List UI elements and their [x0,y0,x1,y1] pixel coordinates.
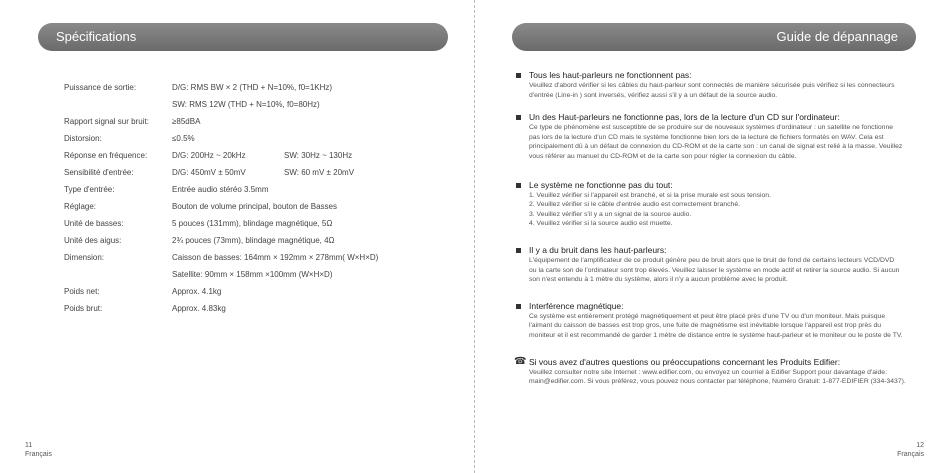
spec-label: Dimension: [64,253,105,262]
troubleshooting-section [516,357,916,387]
spec-value: ≥85dBA [172,117,201,126]
page-number: 11 [25,442,33,449]
spec-value: Bouton de volume principal, bouton de Basses [172,202,337,211]
troubleshooting-banner: Guide de dépannage [512,23,916,51]
spec-value: Approx. 4.83kg [172,304,226,313]
spec-row [64,215,464,232]
spec-row [64,147,464,164]
section-body [529,191,916,229]
section-title: Si vous avez d'autres questions ou préoccupations concernant les Produits Edifier: [529,356,841,367]
section-title: Le système ne fonctionne pas du tout: [529,179,673,190]
section-title: Tous les haut-parleurs ne fonctionnent pas: [529,70,692,80]
section-line: son n'est entendu à 1 mètre du système, alors il n'y a aucun problème avec le produit. [529,276,788,284]
page-language: Français [897,451,924,458]
spec-row [64,181,464,198]
troubleshooting-section [516,180,916,229]
section-line: 2. Veuillez vérifier si le câble d'entrée audio est correctement branché. [529,201,740,209]
section-title: Il y a du bruit dans les haut-parleurs: [529,244,667,255]
spec-value-secondary: SW: 30Hz ~ 130Hz [284,151,353,160]
square-bullet-icon [516,73,521,78]
section-line: Ce système est entièrement protégé magnétiquement et peut être placé près d'une TV ou d'un moniteur. Mais puisque [529,312,886,320]
spec-value-secondary: SW: 60 mV ± 20mV [284,168,355,177]
spec-label: Sensibilité d'entrée: [64,168,134,177]
section-line: Veuillez consulter notre site Internet : www.edifier.com, ou envoyez un courriel à Edifier Support pour davantage d'aide: [529,368,887,376]
page-fold-divider [474,0,475,473]
right-page [476,0,950,473]
troubleshooting-sections [516,70,916,399]
troubleshooting-section [516,245,916,285]
spec-value: D/G: 200Hz ~ 20kHz [172,151,246,160]
section-line: Veuillez d'abord vérifier si les câbles du haut-parleur sont connectés de manière sécurisée puis vérifiez si les connecteurs [529,82,895,89]
section-line: pas lors de la lecture d'un CD mais le système fonctionne bien lors de la lecture de fichiers formatés en WAV. Cela est [529,133,884,141]
spec-label: Distorsion: [64,134,102,143]
page-footer-left [25,441,52,459]
square-bullet-icon [516,183,521,188]
section-line: 4. Veuillez vérifier si la source audio est muette. [529,220,673,228]
specifications-banner: Spécifications [38,23,448,51]
section-body [529,312,916,341]
spec-value: Satellite: 90mm × 158mm ×100mm (W×H×D) [172,270,333,279]
spec-row [64,198,464,215]
section-line: main@edifier.com. Si vous préférez, vous pouvez nous contacter par téléphone, Numéro Gratuit: 1-877-EDIFIER (334-3437). [529,378,906,386]
section-line: l'aimant du caisson de basses est trop gros, une fuite de magnétisme est inévitable lorsque l'appareil est trop près du [529,322,882,330]
section-title: Interférence magnétique: [529,300,624,311]
section-line: L'équipement de l'amplificateur de ce produit génère peu de bruit alors que le bruit de fond de certains lecteurs VCD/DVD [529,256,895,264]
spec-row [64,300,464,317]
square-bullet-icon [516,248,521,253]
spec-table [64,79,464,317]
spec-label: Unité des aigus: [64,236,122,245]
section-line: principalement dû à un défaut de connexion du CD-ROM et de la carte son : un canal de signal est relié à la masse. Veuillez [529,143,903,151]
left-page [0,0,474,473]
spec-label: Unité de basses: [64,219,124,228]
square-bullet-icon [516,115,521,120]
section-body [529,256,916,285]
spec-label: Poids brut: [64,304,103,313]
spec-row [64,164,464,181]
spec-label: Type d'entrée: [64,185,115,194]
section-body [529,123,916,161]
spec-value: ≤0.5% [172,134,195,143]
troubleshooting-section [516,112,916,161]
spec-label: Réponse en fréquence: [64,151,148,160]
section-line: ou la carte son de l'ordinateur sont trop élevés. Veuillez laisser le système en mode actif et retirer la source audio. Si aucun [529,266,900,274]
spec-value: Entrée audio stéréo 3.5mm [172,185,269,194]
spec-row [64,130,464,147]
spec-row [64,283,464,300]
spec-row [64,113,464,130]
page-language: Français [25,451,52,458]
section-line: Ce type de phénomène est susceptible de se produire sur de nouveaux systèmes d'ordinateur : un satellite ne fonctionne [529,124,894,132]
spec-value: D/G: RMS BW × 2 (THD + N=10%, f0=1KHz) [172,83,333,92]
page-number: 12 [916,442,924,449]
spec-row [64,79,464,96]
section-title: Un des Haut-parleurs ne fonctionne pas, lors de la lecture d'un CD sur l'ordinateur: [529,112,840,123]
spec-label: Rapport signal sur bruit: [64,117,149,126]
page-footer-right [897,441,924,459]
spec-row [64,266,464,283]
spec-value: 5 pouces (131mm), blindage magnétique, 5Ω [172,219,333,228]
spec-label [64,96,172,113]
telephone-icon: ☎ [514,355,527,367]
spec-row [64,96,464,113]
section-line: d'entrée (Line-in ) sont inversés, vérifiez aussi s'il y a un défaut de la source audio. [529,91,778,99]
section-line: 3. Veuillez vérifier s'il y a un signal de la source audio. [529,210,692,218]
spec-label [64,266,172,283]
spec-value: Caisson de basses: 164mm × 192mm × 278mm( W×H×D) [172,253,379,262]
section-body [529,81,916,100]
spec-label: Poids net: [64,287,100,296]
section-line: moniteur et il est recommandé de garder 1 mètre de distance entre le système haut-parleur et le moniteur ou le poste de TV. [529,331,903,339]
spec-label: Puissance de sortie: [64,83,137,92]
spec-row [64,249,464,266]
spec-row [64,232,464,249]
spec-value: Approx. 4.1kg [172,287,222,296]
troubleshooting-section [516,301,916,341]
troubleshooting-section [516,70,916,100]
section-line: vous référer au manuel du CD-ROM et de la carte son pour régler la connexion du câble. [529,152,797,160]
spec-value: 2¾ pouces (73mm), blindage magnétique, 4Ω [172,236,335,245]
section-body [529,368,916,387]
spec-label: Réglage: [64,202,97,211]
section-line: 1. Veuillez vérifier si l'appareil est branché, et si la prise murale est sous tension. [529,191,771,199]
spec-value: D/G: 450mV ± 50mV [172,168,246,177]
square-bullet-icon [516,304,521,309]
spec-value: SW: RMS 12W (THD + N=10%, f0=80Hz) [172,100,320,109]
